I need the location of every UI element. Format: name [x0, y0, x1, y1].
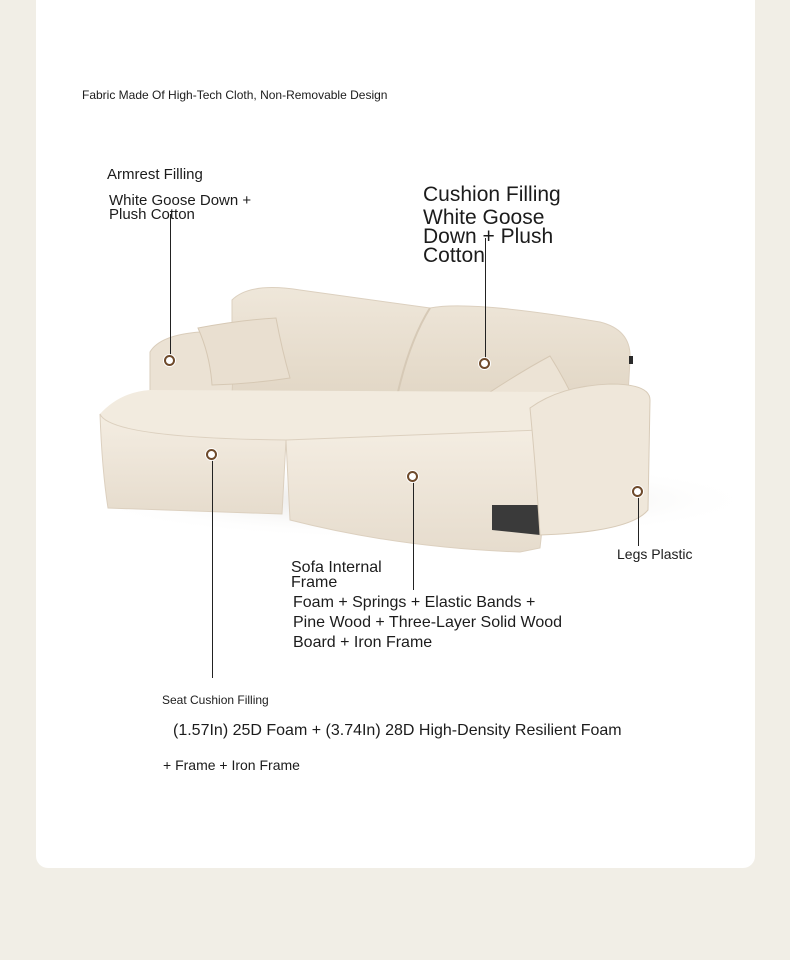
- armrest-marker[interactable]: [164, 355, 175, 366]
- frame-desc: Foam + Springs + Elastic Bands + Pine Wood + Three-Layer Solid Wood Board + Iron Frame: [293, 594, 563, 651]
- fabric-note: Fabric Made Of High-Tech Cloth, Non-Removable Design: [82, 88, 388, 102]
- cushion-marker[interactable]: [479, 358, 490, 369]
- seat-leader-line: [212, 458, 213, 678]
- armrest-title: Armrest Filling: [107, 166, 203, 183]
- legs-leader-line: [638, 494, 639, 546]
- cushion-desc: White Goose Down + Plush Cotton: [423, 206, 554, 267]
- frame-title: Sofa Internal Frame: [291, 559, 382, 591]
- seat-marker[interactable]: [206, 449, 217, 460]
- frame-marker[interactable]: [407, 471, 418, 482]
- armrest-leader-line: [170, 214, 171, 360]
- seat-title: Seat Cushion Filling: [162, 693, 269, 707]
- legs-title: Legs Plastic: [617, 546, 693, 562]
- legs-marker[interactable]: [632, 486, 643, 497]
- seat-desc-line2: + Frame + Iron Frame: [163, 757, 300, 773]
- seat-desc-line1: (1.57In) 25D Foam + (3.74In) 28D High-Density Resilient Foam: [173, 722, 622, 739]
- cushion-title: Cushion Filling: [423, 183, 561, 206]
- armrest-desc: White Goose Down + Plush Cotton: [109, 192, 252, 223]
